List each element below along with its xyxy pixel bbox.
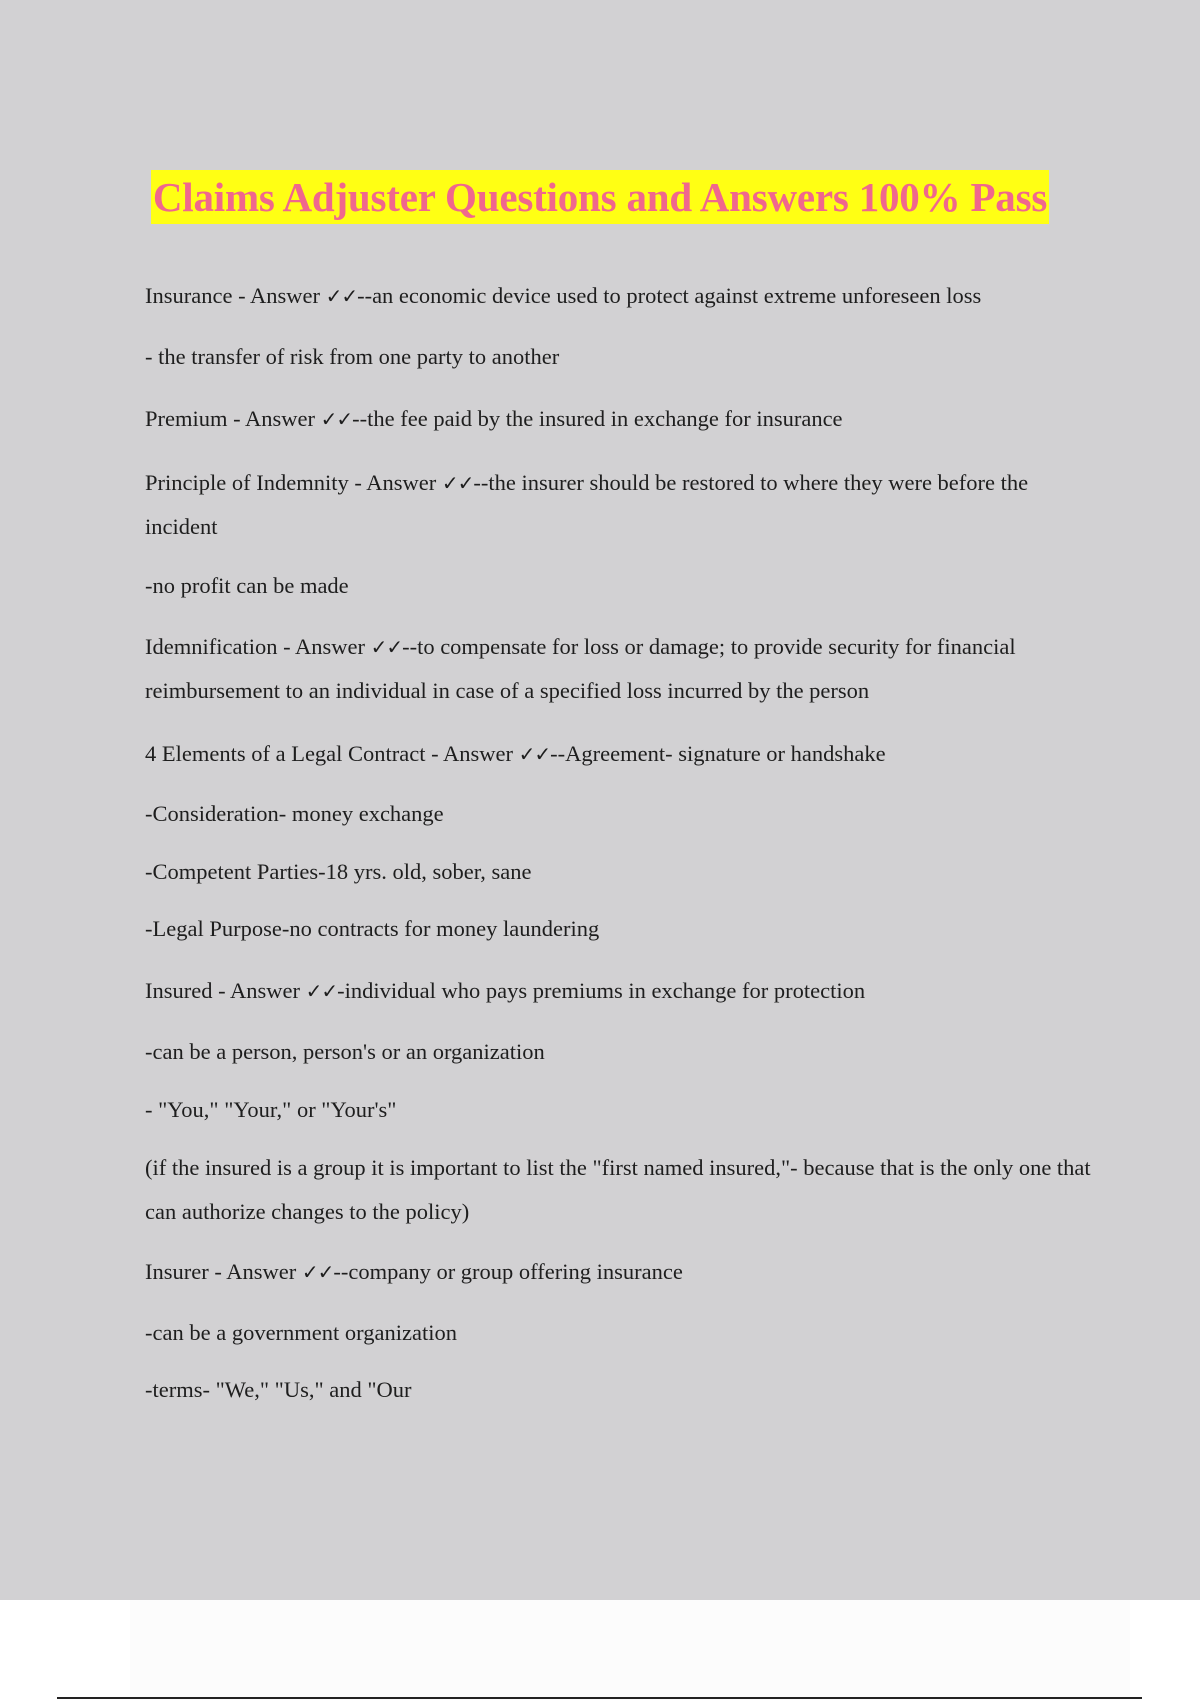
entry-text: --Agreement- signature or handshake <box>550 741 886 766</box>
entry-text: - the transfer of risk from one party to another <box>145 344 560 369</box>
entry-premium <box>145 397 1095 441</box>
entry-text: -can be a person, person's or an organization <box>145 1039 545 1064</box>
entry-text: -Competent Parties-18 yrs. old, sober, sane <box>145 859 532 884</box>
entry-line <box>145 1030 1095 1074</box>
entry-insurance <box>145 274 1095 318</box>
page-footer-area <box>130 1600 1130 1700</box>
checkmark-icon: ✓✓ <box>325 284 358 308</box>
entry-insurer <box>145 1250 1095 1294</box>
entry-text: --to compensate for loss or damage; to provide security for financial reimbursement to an individual in case of a specified loss incurred by the person <box>145 634 1016 703</box>
entry-text: --the insurer should be restored to where they were before the incident <box>145 470 1029 539</box>
entry-principle-of-indemnity <box>145 461 1095 549</box>
entry-text: -Consideration- money exchange <box>145 801 444 826</box>
checkmark-icon: ✓✓ <box>518 742 551 766</box>
entry-line <box>145 1146 1095 1234</box>
footer-divider <box>57 1697 1142 1699</box>
checkmark-icon: ✓✓ <box>305 979 338 1003</box>
entry-text: --an economic device used to protect against extreme unforeseen loss <box>357 283 982 308</box>
entry-text: -can be a government organization <box>145 1320 457 1345</box>
entry-text: --the fee paid by the insured in exchange for insurance <box>352 406 843 431</box>
entry-text: -terms- "We," "Us," and "Our <box>145 1377 412 1402</box>
entry-text: (if the insured is a group it is important to list the "first named insured,"- because that is the only one that can authorize changes to the policy) <box>145 1155 1091 1224</box>
entry-line <box>145 564 1095 608</box>
entry-term: Insurer - Answer <box>145 1259 302 1284</box>
checkmark-icon: ✓✓ <box>301 1260 334 1284</box>
checkmark-icon: ✓✓ <box>320 407 353 431</box>
entry-text: -Legal Purpose-no contracts for money laundering <box>145 916 600 941</box>
entry-line <box>145 1368 1095 1412</box>
entry-text: -no profit can be made <box>145 573 349 598</box>
entry-line <box>145 792 1095 836</box>
entry-term: Insurance - Answer <box>145 283 326 308</box>
entry-line <box>145 1311 1095 1355</box>
entry-idemnification <box>145 625 1095 713</box>
entry-term: Idemnification - Answer <box>145 634 371 659</box>
entry-term: Premium - Answer <box>145 406 321 431</box>
entry-text: -individual who pays premiums in exchange for protection <box>337 978 866 1003</box>
entry-line <box>145 907 1095 951</box>
entry-term: Insured - Answer <box>145 978 306 1003</box>
entry-line <box>145 850 1095 894</box>
entry-term: Principle of Indemnity - Answer <box>145 470 442 495</box>
entry-line <box>145 335 1095 379</box>
entry-term: 4 Elements of a Legal Contract - Answer <box>145 741 519 766</box>
checkmark-icon: ✓✓ <box>370 635 403 659</box>
entry-line <box>145 1088 1095 1132</box>
document-title: Claims Adjuster Questions and Answers 100% Pass <box>151 170 1049 224</box>
title-wrapper <box>0 170 1200 224</box>
checkmark-icon: ✓✓ <box>441 471 474 495</box>
entry-text: - "You," "Your," or "Your's" <box>145 1097 397 1122</box>
entry-text: --company or group offering insurance <box>333 1259 683 1284</box>
entry-insured <box>145 969 1095 1013</box>
entry-legal-contract <box>145 732 1095 776</box>
